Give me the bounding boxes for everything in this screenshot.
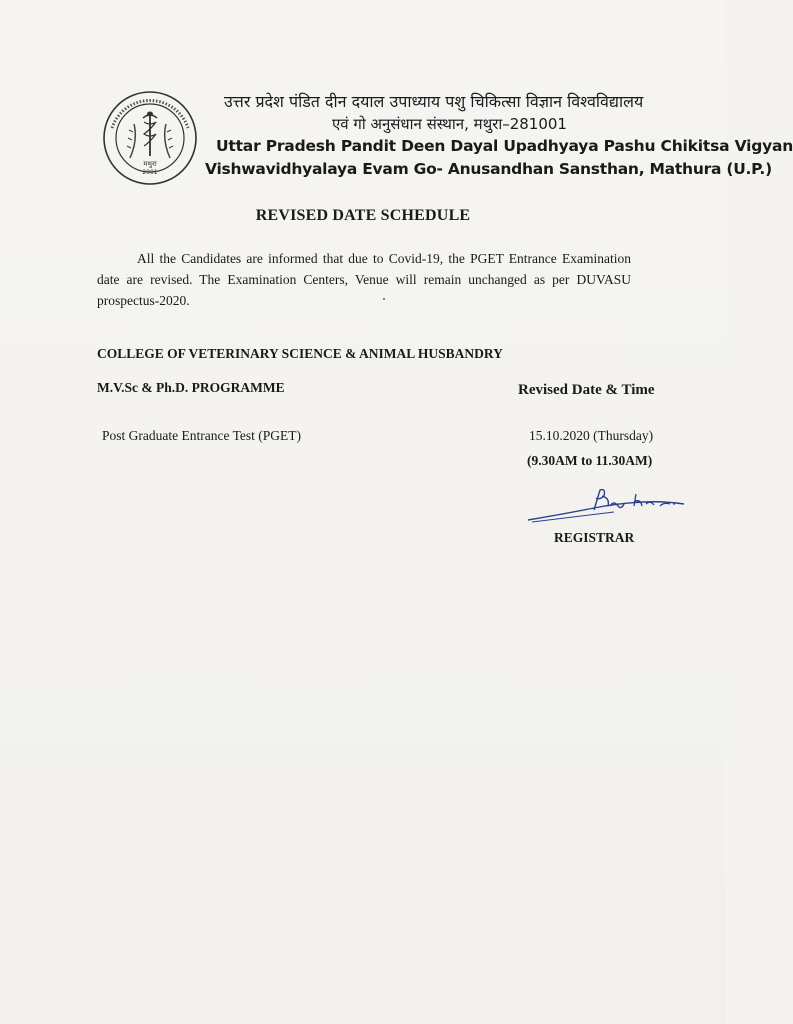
exam-time: (9.30AM to 11.30AM) xyxy=(527,453,653,468)
revised-date-heading: Revised Date & Time xyxy=(518,382,655,398)
header-english-line-2: Vishwavidhyalaya Evam Go- Anusandhan Sansthan, Mathura (U.P.) xyxy=(205,160,772,178)
programme-name: M.V.Sc & Ph.D. PROGRAMME xyxy=(97,380,285,395)
seal-bottom-text: मथुरा xyxy=(143,160,157,168)
notice-paragraph xyxy=(97,248,631,311)
seal-year: 2001 xyxy=(142,169,158,176)
header-hindi-line-2: एवं गो अनुसंधान संस्थान, मथुरा–281001 xyxy=(332,115,567,133)
stray-dot xyxy=(383,298,385,300)
university-seal-icon xyxy=(100,88,200,188)
header-hindi-line-1: उत्तर प्रदेश पंडित दीन दयाल उपाध्याय पशु चिकित्सा विज्ञान विश्वविद्यालय xyxy=(224,92,644,111)
college-name: COLLEGE OF VETERINARY SCIENCE & ANIMAL HUSBANDRY xyxy=(97,346,503,361)
registrar-designation: REGISTRAR xyxy=(554,530,635,545)
notice-paragraph-text: All the Candidates are informed that due to Covid-19, the PGET Entrance Examination date are revised. The Examination Centers, Venue will remain unchanged as per DUVASU prospectus-2020. xyxy=(97,251,631,308)
handwritten-signature-icon xyxy=(524,484,690,524)
test-name: Post Graduate Entrance Test (PGET) xyxy=(102,428,301,443)
notice-title: REVISED DATE SCHEDULE xyxy=(255,207,471,224)
exam-date: 15.10.2020 (Thursday) xyxy=(529,428,654,443)
header-english-line-1: Uttar Pradesh Pandit Deen Dayal Upadhyaya Pashu Chikitsa Vigyan xyxy=(216,137,793,155)
